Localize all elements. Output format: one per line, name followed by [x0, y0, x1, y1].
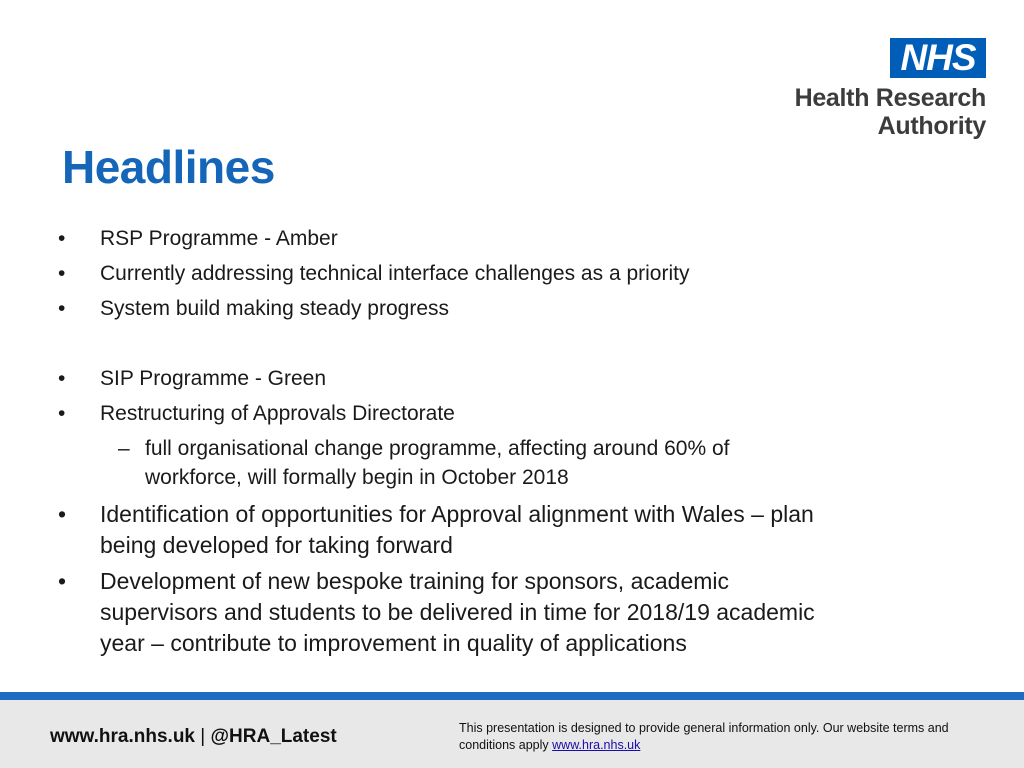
logo-line-2: Authority — [877, 112, 986, 140]
footer-divider — [0, 692, 1024, 700]
bullet-item: RSP Programme - Amber — [100, 227, 338, 250]
footer — [0, 700, 1024, 768]
sub-bullet-line: full organisational change programme, affecting around 60% of — [145, 437, 730, 460]
sub-bullet-marker: – — [118, 437, 130, 460]
disclaimer-text: This presentation is designed to provide general information only. Our website terms and conditions apply — [459, 721, 949, 752]
bullet-marker: • — [58, 367, 66, 390]
footer-link[interactable]: www.hra.nhs.uk — [552, 738, 641, 752]
bullet-item: SIP Programme - Green — [100, 367, 327, 390]
bullet-marker: • — [58, 568, 67, 594]
bullet-item: Currently addressing technical interface challenges as a priority — [100, 262, 690, 285]
sub-bullet-line: workforce, will formally begin in October 2018 — [145, 466, 569, 489]
bullet-item-line: Development of new bespoke training for sponsors, academic — [100, 568, 730, 594]
bullet-marker: • — [58, 227, 66, 250]
bullet-item: System build making steady progress — [100, 297, 449, 320]
bullet-item-line: year – contribute to improvement in quality of applications — [100, 630, 687, 656]
bullet-item-line: being developed for taking forward — [100, 532, 453, 558]
logo-line-1: Health Research — [794, 84, 986, 112]
footer-website: www.hra.nhs.uk — [50, 726, 195, 747]
bullet-marker: • — [58, 297, 66, 320]
footer-disclaimer — [459, 720, 999, 754]
slide-title: Headlines — [62, 141, 275, 193]
bullet-item-line: Identification of opportunities for Approval alignment with Wales – plan — [100, 501, 814, 527]
bullet-item: Restructuring of Approvals Directorate — [100, 402, 455, 425]
bullet-item-line: supervisors and students to be delivered in time for 2018/19 academic — [100, 599, 815, 625]
bullet-marker: • — [58, 262, 66, 285]
nhs-badge: NHS — [890, 38, 986, 78]
hra-logo — [780, 38, 986, 144]
footer-contact — [50, 726, 337, 748]
footer-separator: | — [200, 726, 206, 747]
bullet-marker: • — [58, 501, 67, 527]
footer-twitter: @HRA_Latest — [210, 726, 337, 747]
bullet-marker: • — [58, 402, 66, 425]
